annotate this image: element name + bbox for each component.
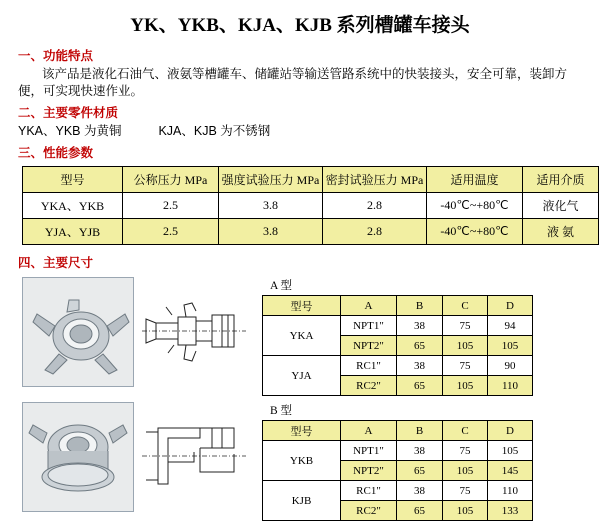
perf-r0-c5: 液化气 (523, 193, 599, 219)
section-heading-performance: 三、性能参数 (18, 146, 94, 160)
features-body: 该产品是液化石油气、液氨等槽罐车、储罐站等输送管路系统中的快装接头，安全可靠，装卸方便，可实现快速作业。 (18, 67, 568, 98)
perf-r1-c0: YJA、YJB (23, 219, 123, 245)
dimB-r2-c3: 75 (443, 481, 488, 501)
dimB-r0-c1: NPT1" (341, 441, 397, 461)
coupling-drawing-a-graphic (138, 277, 250, 385)
dimB-col-3: C (443, 421, 488, 441)
material-left: YKA、YKB 为黄铜 (18, 124, 122, 138)
line-drawing-a (138, 277, 250, 385)
dimB-col-2: B (397, 421, 443, 441)
dimB-r3-c1: RC2" (341, 501, 397, 521)
dimensions-section (0, 277, 600, 521)
dimension-table-a-wrap (262, 277, 533, 396)
table-row (23, 193, 599, 219)
dimB-r0-c4: 105 (488, 441, 533, 461)
dimA-r0-model: YKA (263, 316, 341, 356)
perf-r0-c1: 2.5 (123, 193, 219, 219)
perf-r0-c2: 3.8 (219, 193, 323, 219)
dimB-r1-c4: 145 (488, 461, 533, 481)
dimA-col-4: D (488, 296, 533, 316)
dimB-r3-c2: 65 (397, 501, 443, 521)
dimB-r0-model: YKB (263, 441, 341, 481)
material-line (18, 123, 600, 140)
table-row (263, 356, 533, 376)
dimA-r2-model: YJA (263, 356, 341, 396)
perf-col-2: 强度试验压力 MPa (219, 167, 323, 193)
dimB-r2-c2: 38 (397, 481, 443, 501)
dimB-r0-c3: 75 (443, 441, 488, 461)
dimA-col-0: 型号 (263, 296, 341, 316)
table-row (263, 316, 533, 336)
section-heading-dimensions: 四、主要尺寸 (18, 256, 94, 270)
dimB-col-1: A (341, 421, 397, 441)
dimB-r2-c4: 110 (488, 481, 533, 501)
dimB-r1-c2: 65 (397, 461, 443, 481)
dimension-row-a (22, 277, 600, 396)
dimA-r2-c2: 38 (397, 356, 443, 376)
section-heading-features: 一、功能特点 (18, 49, 94, 63)
dimB-col-4: D (488, 421, 533, 441)
coupling-photo-a-graphic (23, 278, 133, 386)
dimA-r0-c2: 38 (397, 316, 443, 336)
coupling-photo-b-graphic (23, 403, 133, 511)
dimB-r0-c2: 38 (397, 441, 443, 461)
table-header-row (23, 167, 599, 193)
dimA-col-2: B (397, 296, 443, 316)
perf-r0-c3: 2.8 (323, 193, 427, 219)
table-header-row (263, 421, 533, 441)
dimA-r0-c1: NPT1" (341, 316, 397, 336)
table-row (263, 481, 533, 501)
dimA-r1-c1: NPT2" (341, 336, 397, 356)
dimA-r1-c2: 65 (397, 336, 443, 356)
table-row (263, 441, 533, 461)
perf-col-5: 适用介质 (523, 167, 599, 193)
line-drawing-b (138, 402, 250, 510)
material-right: KJA、KJB 为不锈钢 (158, 124, 271, 138)
performance-table (22, 166, 599, 245)
perf-r1-c5: 液 氨 (523, 219, 599, 245)
dimB-r1-c1: NPT2" (341, 461, 397, 481)
dimA-r3-c1: RC2" (341, 376, 397, 396)
dimA-col-1: A (341, 296, 397, 316)
product-photo-a (22, 277, 134, 387)
dimB-r2-c1: RC1" (341, 481, 397, 501)
perf-col-4: 适用温度 (427, 167, 523, 193)
perf-col-3: 密封试验压力 MPa (323, 167, 427, 193)
dimA-r2-c4: 90 (488, 356, 533, 376)
perf-r0-c0: YKA、YKB (23, 193, 123, 219)
coupling-drawing-b-graphic (138, 402, 250, 510)
dimA-r1-c4: 105 (488, 336, 533, 356)
perf-r1-c3: 2.8 (323, 219, 427, 245)
dimension-table-a (262, 295, 533, 396)
dimension-table-b-wrap (262, 402, 533, 521)
perf-r0-c4: -40℃~+80℃ (427, 193, 523, 219)
perf-r1-c4: -40℃~+80℃ (427, 219, 523, 245)
dimension-table-b (262, 420, 533, 521)
type-label-b: B 型 (270, 405, 293, 417)
dimB-r3-c4: 133 (488, 501, 533, 521)
product-photo-b (22, 402, 134, 512)
dimB-r3-c3: 105 (443, 501, 488, 521)
dimB-r1-c3: 105 (443, 461, 488, 481)
page-title: YK、YKB、KJA、KJB 系列槽罐车接头 (130, 15, 470, 36)
perf-col-1: 公称压力 MPa (123, 167, 219, 193)
perf-r1-c1: 2.5 (123, 219, 219, 245)
type-label-a: A 型 (270, 280, 293, 292)
table-header-row (263, 296, 533, 316)
dimB-col-0: 型号 (263, 421, 341, 441)
dimA-r2-c3: 75 (443, 356, 488, 376)
perf-r1-c2: 3.8 (219, 219, 323, 245)
dimension-row-b (22, 402, 600, 521)
dimA-r0-c3: 75 (443, 316, 488, 336)
dimA-col-3: C (443, 296, 488, 316)
dimA-r3-c2: 65 (397, 376, 443, 396)
section-heading-material: 二、主要零件材质 (18, 106, 119, 120)
dimA-r3-c3: 105 (443, 376, 488, 396)
dimA-r1-c3: 105 (443, 336, 488, 356)
dimB-r2-model: KJB (263, 481, 341, 521)
dimA-r2-c1: RC1" (341, 356, 397, 376)
dimA-r3-c4: 110 (488, 376, 533, 396)
perf-col-0: 型号 (23, 167, 123, 193)
dimA-r0-c4: 94 (488, 316, 533, 336)
table-row (23, 219, 599, 245)
